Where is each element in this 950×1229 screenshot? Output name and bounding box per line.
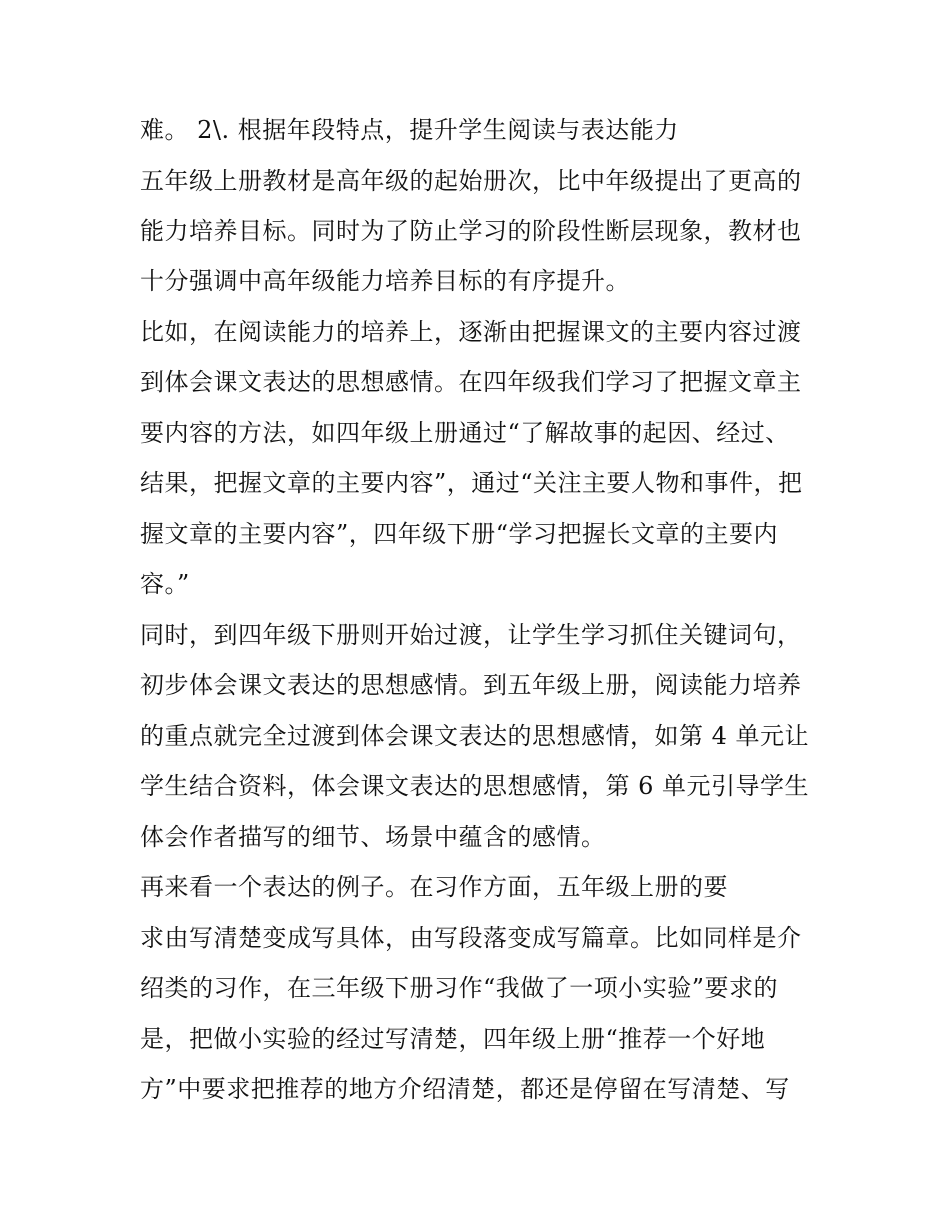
text-line: 要内容的方法，如四年级上册通过“了解故事的起因、经过、	[140, 419, 790, 447]
text-line: 十分强调中高年级能力培养目标的有序提升。	[140, 267, 630, 295]
text-line: 再来看一个表达的例子。在习作方面，五年级上册的要	[140, 873, 728, 901]
text-line: 的重点就完全过渡到体会课文表达的思想感情，如第 4 单元让	[140, 722, 810, 750]
text-line: 体会作者描写的细节、场景中蕴含的感情。	[140, 823, 606, 851]
text-line: 容。”	[140, 570, 190, 598]
text-line: 是，把做小实验的经过写清楚，四年级上册“推荐一个好地	[140, 1025, 766, 1053]
text-line: 求由写清楚变成写具体，由写段落变成写篇章。比如同样是介	[140, 924, 802, 952]
text-line: 同时，到四年级下册则开始过渡，让学生学习抓住关键词句，	[140, 621, 802, 649]
text-line: 五年级上册教材是高年级的起始册次，比中年级提出了更高的	[140, 167, 802, 195]
text-line: 结果，把握文章的主要内容”，通过“关注主要人物和事件，把	[140, 469, 803, 497]
text-line: 比如，在阅读能力的培养上，逐渐由把握课文的主要内容过渡	[140, 318, 802, 346]
text-line: 到体会课文表达的思想感情。在四年级我们学习了把握文章主	[140, 368, 802, 396]
text-line: 握文章的主要内容”，四年级下册“学习把握长文章的主要内	[140, 520, 779, 548]
text-line: 初步体会课文表达的思想感情。到五年级上册，阅读能力培养	[140, 671, 802, 699]
text-line: 绍类的习作，在三年级下册习作“我做了一项小实验”要求的	[140, 974, 779, 1002]
text-line: 方”中要求把推荐的地方介绍清楚，都还是停留在写清楚、写	[140, 1075, 790, 1103]
text-line: 难。 2\. 根据年段特点，提升学生阅读与表达能力	[140, 116, 679, 144]
text-line: 学生结合资料，体会课文表达的思想感情，第 6 单元引导学生	[140, 772, 810, 800]
text-line: 能力培养目标。同时为了防止学习的阶段性断层现象，教材也	[140, 217, 802, 245]
